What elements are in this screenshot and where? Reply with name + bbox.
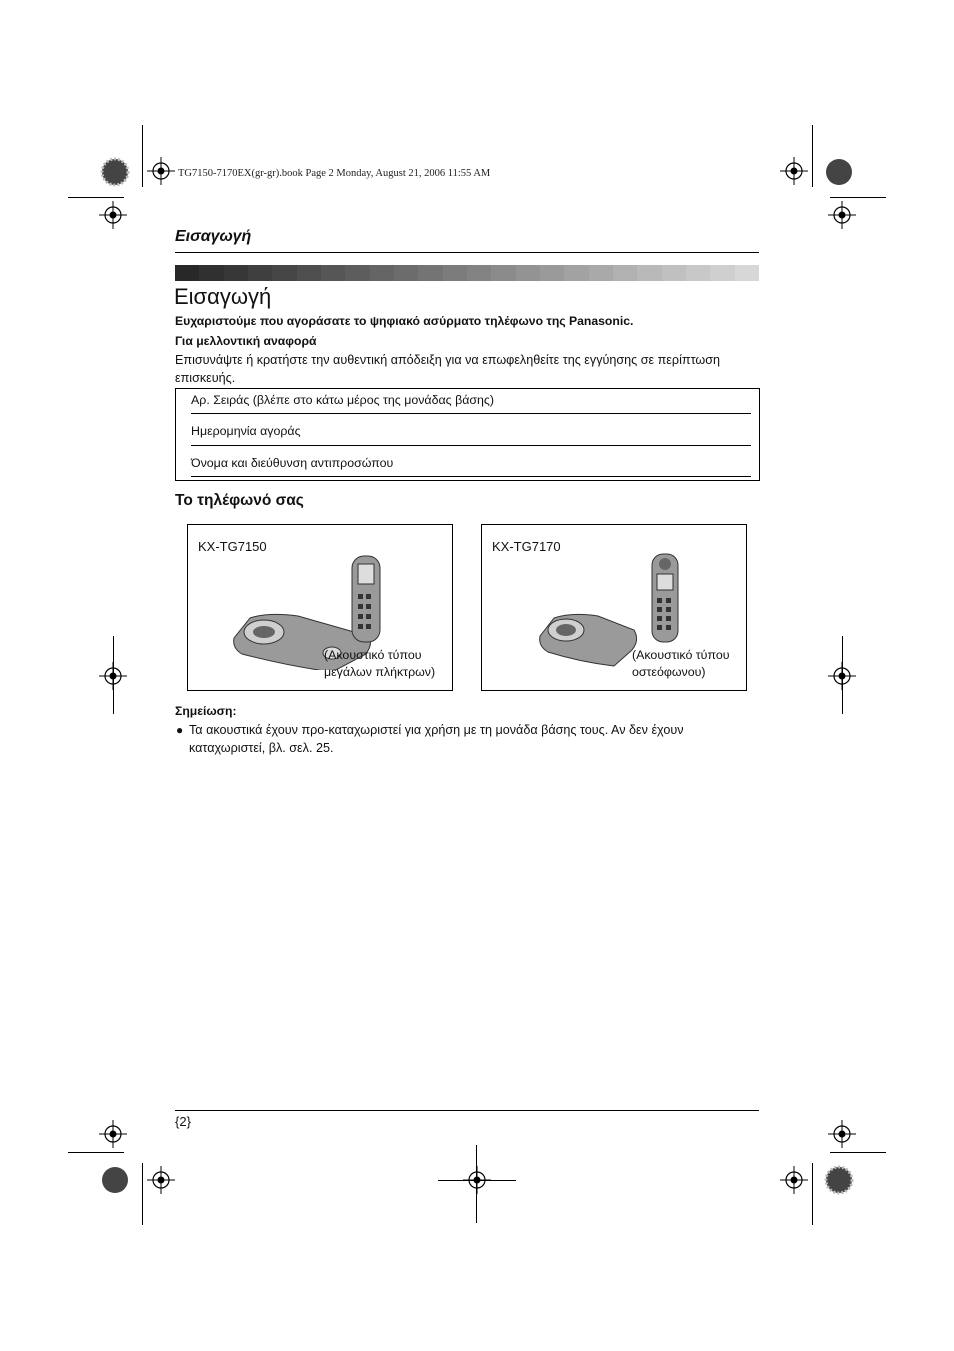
gradient-segment bbox=[467, 265, 491, 281]
gradient-segment bbox=[394, 265, 418, 281]
color-target-icon bbox=[825, 1166, 853, 1194]
registration-mark-icon bbox=[780, 1166, 808, 1194]
gradient-segment bbox=[735, 265, 759, 281]
page-title: Εισαγωγή bbox=[174, 284, 272, 309]
gradient-segment bbox=[370, 265, 394, 281]
handset-caption: (Ακουστικό τύπου μεγάλων πλήκτρων) bbox=[324, 648, 436, 679]
registration-mark-icon bbox=[147, 157, 175, 185]
reference-row-dealer: Όνομα και διεύθυνση αντιπροσώπου bbox=[191, 456, 394, 470]
reference-row-date: Ημερομηνία αγοράς bbox=[191, 424, 301, 438]
bullet-icon: ● bbox=[176, 723, 184, 737]
reference-row-serial: Αρ. Σειράς (βλέπε στο κάτω μέρος της μονάδας βάσης) bbox=[191, 393, 494, 407]
gradient-segment bbox=[540, 265, 564, 281]
registration-mark-icon bbox=[147, 1166, 175, 1194]
model-name: KX-TG7150 bbox=[198, 539, 267, 554]
model-box-kx-tg7150 bbox=[187, 524, 453, 691]
gradient-segment bbox=[272, 265, 296, 281]
future-reference-text: Επισυνάψτε ή κρατήστε την αυθεντική απόδειξη για να επωφεληθείτε της εγγύησης σε περίπτωση επισκευής. bbox=[175, 353, 720, 385]
color-target-icon bbox=[101, 158, 129, 186]
header-rule bbox=[175, 252, 759, 253]
gradient-segment bbox=[516, 265, 540, 281]
gradient-segment bbox=[199, 265, 223, 281]
note-heading: Σημείωση: bbox=[175, 704, 237, 718]
page-number: {2} bbox=[175, 1114, 191, 1129]
reference-table bbox=[175, 388, 760, 481]
gradient-segment bbox=[224, 265, 248, 281]
gradient-segment bbox=[589, 265, 613, 281]
print-info: TG7150-7170EX(gr-gr).book Page 2 Monday, August 21, 2006 11:55 AM bbox=[178, 168, 491, 179]
gradient-segment bbox=[662, 265, 686, 281]
gradient-segment bbox=[321, 265, 345, 281]
gradient-segment bbox=[297, 265, 321, 281]
model-name: KX-TG7170 bbox=[492, 539, 561, 554]
future-reference-heading: Για μελλοντική αναφορά bbox=[175, 334, 317, 348]
gradient-segment bbox=[175, 265, 199, 281]
gradient-segment bbox=[613, 265, 637, 281]
footer-rule bbox=[175, 1110, 759, 1111]
color-target-icon bbox=[101, 1166, 129, 1194]
gradient-segment bbox=[345, 265, 369, 281]
thank-you-text: Ευχαριστούμε που αγοράσατε το ψηφιακό ασύρματο τηλέφωνο της Panasonic. bbox=[175, 314, 634, 328]
registration-mark-icon bbox=[780, 157, 808, 185]
color-target-icon bbox=[825, 158, 853, 186]
gradient-segment bbox=[248, 265, 272, 281]
registration-mark-icon bbox=[99, 1120, 127, 1148]
gradient-segment bbox=[710, 265, 734, 281]
registration-mark-icon bbox=[828, 201, 856, 229]
registration-mark-icon bbox=[828, 1120, 856, 1148]
model-box-kx-tg7170 bbox=[481, 524, 747, 691]
section-gradient-bar bbox=[175, 265, 759, 281]
registration-mark-icon bbox=[99, 201, 127, 229]
running-head: Εισαγωγή bbox=[175, 228, 252, 245]
gradient-segment bbox=[443, 265, 467, 281]
gradient-segment bbox=[418, 265, 442, 281]
gradient-segment bbox=[637, 265, 661, 281]
handset-caption: (Ακουστικό τύπου οστεόφωνου) bbox=[632, 648, 730, 679]
gradient-segment bbox=[491, 265, 515, 281]
your-phone-heading: Το τηλέφωνό σας bbox=[175, 492, 304, 509]
gradient-segment bbox=[686, 265, 710, 281]
note-text: Τα ακουστικά έχουν προ-καταχωριστεί για χρήση με τη μονάδα βάσης τους. Αν δεν έχουν καταχωριστεί, βλ. σελ. 25. bbox=[189, 723, 684, 755]
gradient-segment bbox=[564, 265, 588, 281]
